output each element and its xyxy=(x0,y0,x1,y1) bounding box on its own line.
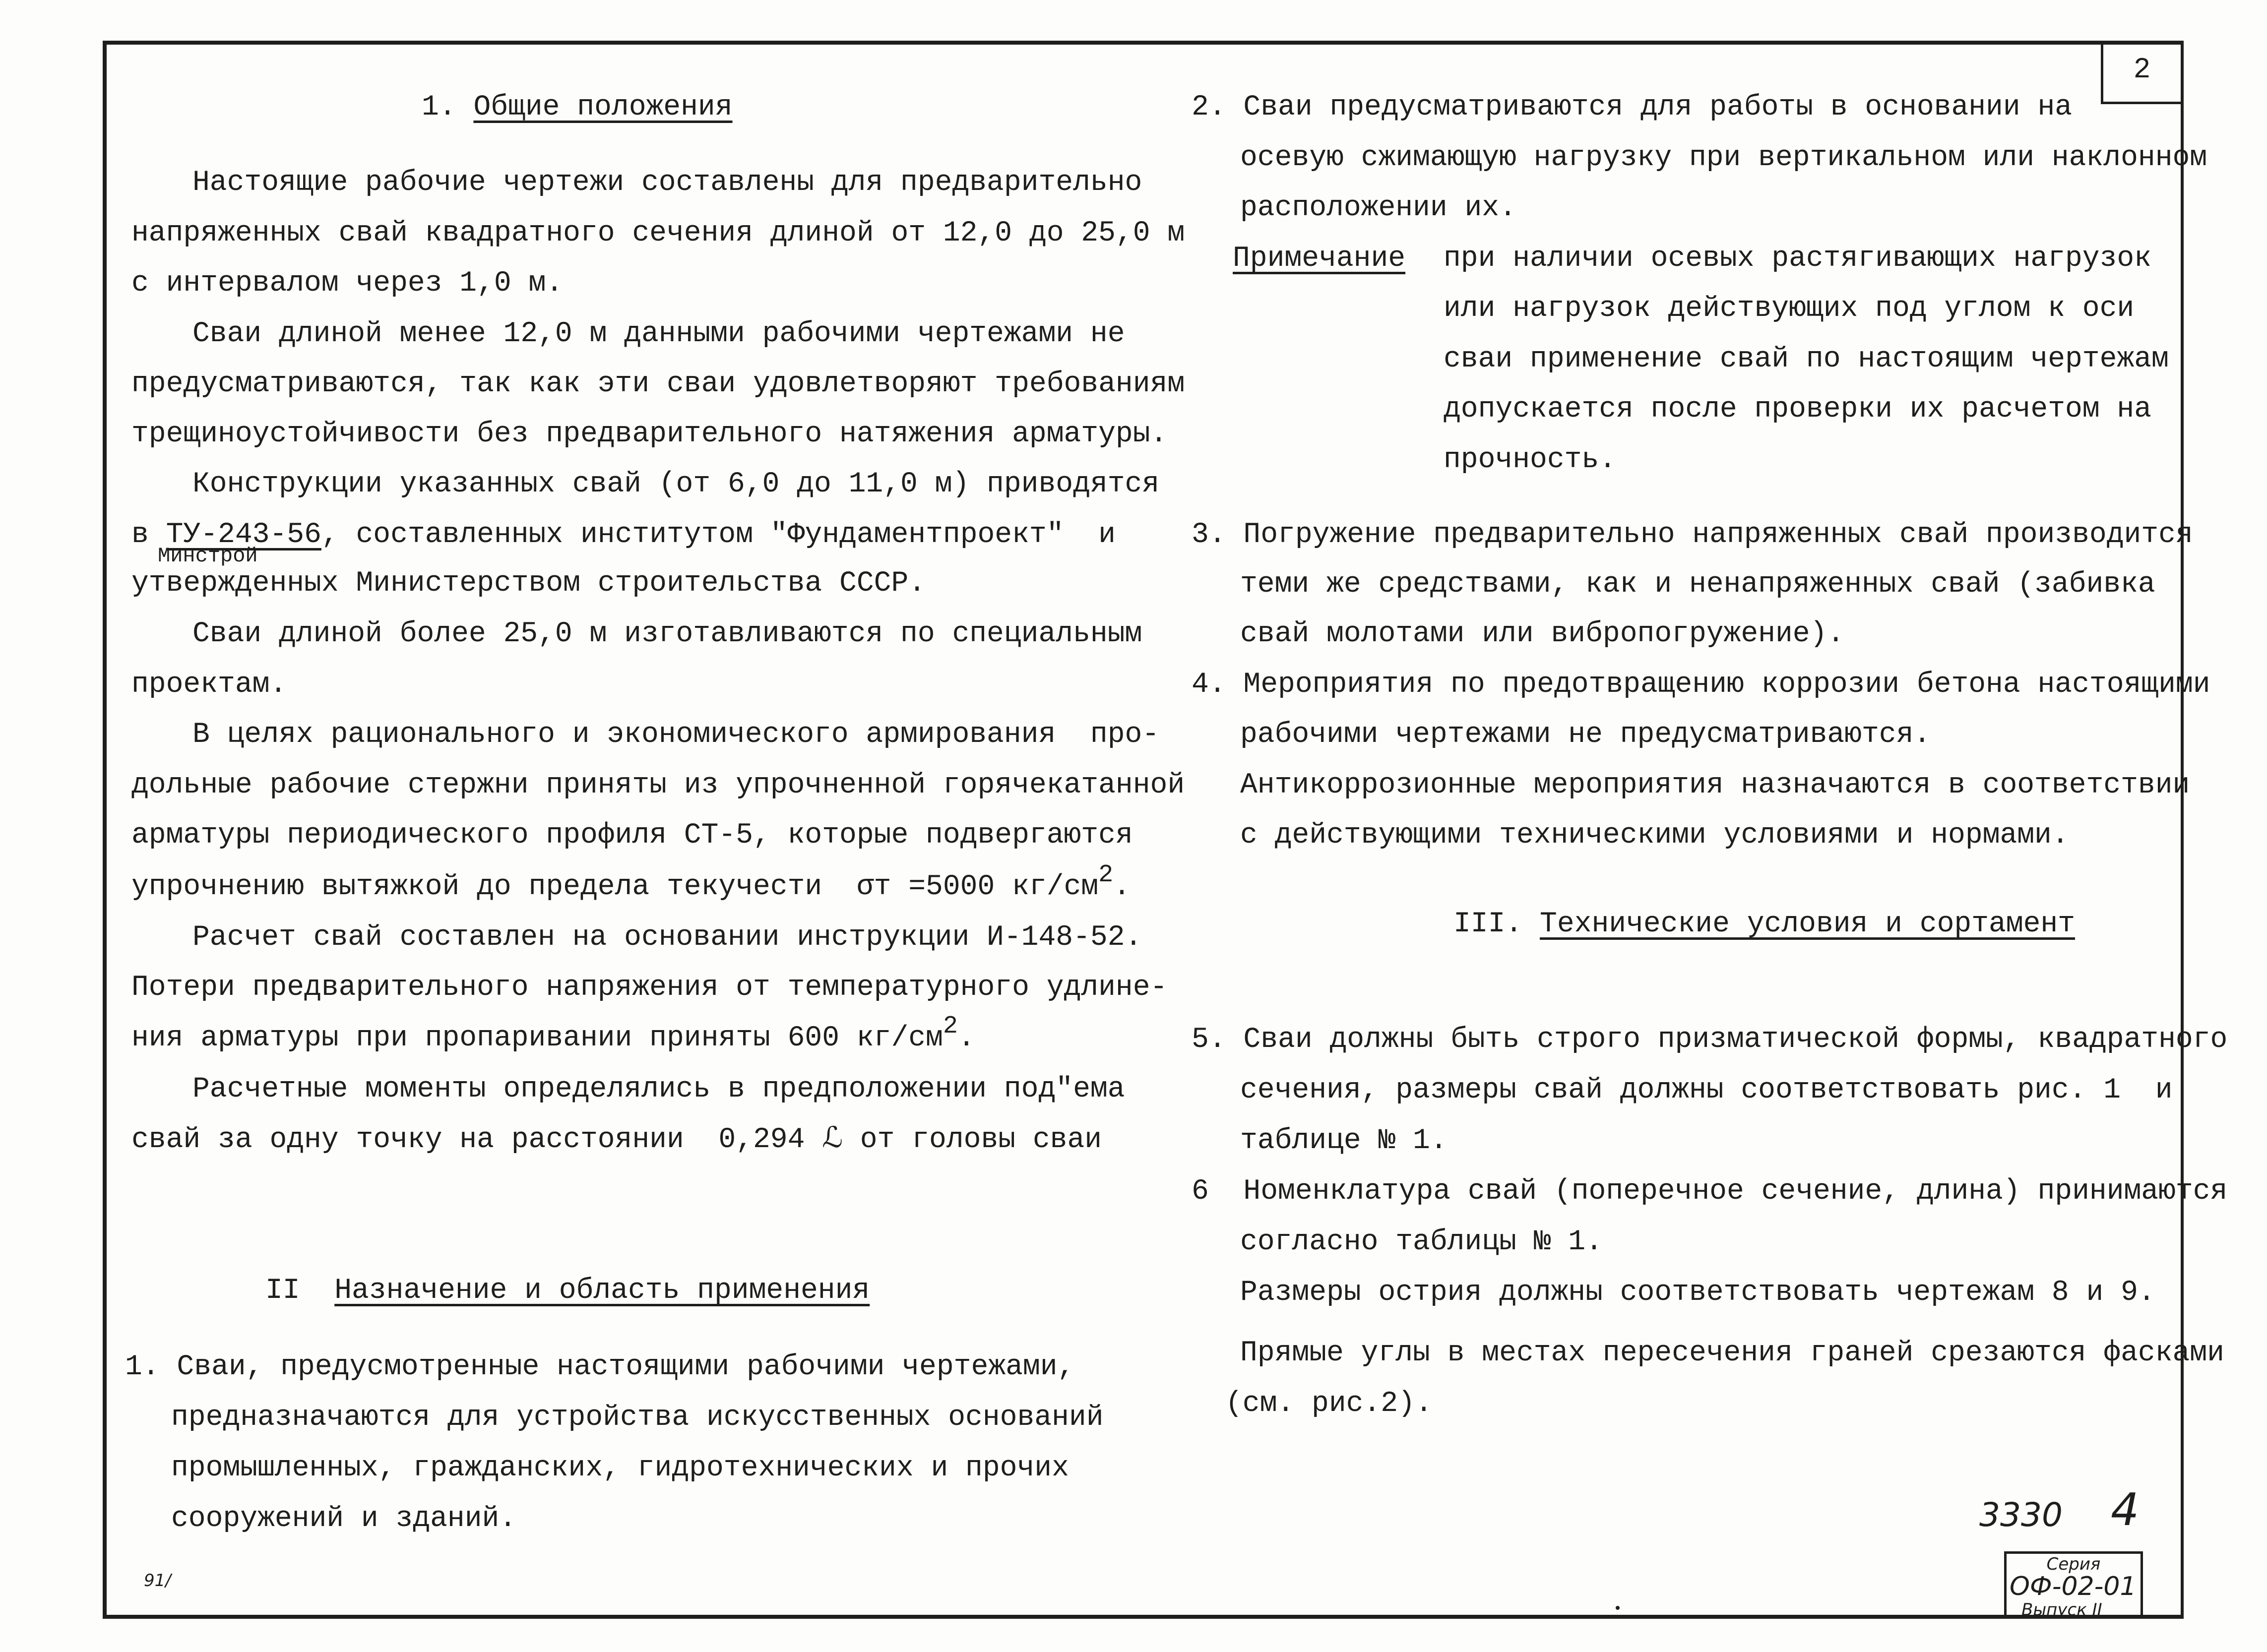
section2-heading xyxy=(265,1277,870,1305)
left-line-11: дольные рабочие стержни приняты из упрочненной горячекатанной xyxy=(131,769,1185,801)
section1-heading xyxy=(422,93,733,122)
left-line-10: В целях рационального и экономического армирования про- xyxy=(192,719,1160,751)
note-line-2: или нагрузок действующих под углом к оси xyxy=(1444,293,2135,325)
note-line-1: при наличии осевых растягивающих нагрузок xyxy=(1444,243,2152,275)
loss-exponent: 2 xyxy=(943,1012,958,1040)
stamp-issue: Выпуск II xyxy=(2021,1600,2102,1620)
loss-line xyxy=(131,1012,975,1054)
series-stamp xyxy=(2004,1551,2143,1619)
handwritten-sheet: 4 xyxy=(2111,1484,2140,1536)
section3-title: Технические условия и сортамент xyxy=(1540,908,2076,940)
left-line-6: трещиноустойчивости без предварительного натяжения арматуры. xyxy=(131,418,1168,450)
section1-number: 1. xyxy=(422,91,456,123)
corners-line-1: Прямые углы в местах пересечения граней срезаются фасками xyxy=(1240,1337,2224,1369)
yield-end: . xyxy=(1113,871,1131,903)
left-line-13: Расчет свай составлен на основании инструкции И-148-52. xyxy=(192,921,1142,954)
item1-line-1: 1. Сваи, предусмотренные настоящими рабочими чертежами, xyxy=(125,1351,1075,1383)
item3-line-1: 3. Погружение предварительно напряженных свай производится xyxy=(1192,519,2193,551)
loss-end: . xyxy=(957,1022,975,1054)
left-line-12: арматуры периодического профиля СТ-5, которые подвергаются xyxy=(131,819,1133,852)
item1-line-4: сооружений и зданий. xyxy=(171,1503,517,1535)
tu-prefix: в xyxy=(131,519,166,551)
corner-mark: 91/ xyxy=(144,1571,171,1591)
item3-line-3: свай молотами или вибропогружение). xyxy=(1240,618,1845,650)
stamp-series-code: ОФ-02-01 xyxy=(2010,1572,2137,1601)
left-line-9: проектам. xyxy=(131,669,287,701)
item3-line-2: теми же средствами, как и ненапряженных свай (забивка xyxy=(1240,568,2155,601)
item1-line-3: промышленных, гражданских, гидротехнических и прочих xyxy=(171,1452,1069,1484)
left-line-7: Конструкции указанных свай (от 6,0 до 11,0 м) приводятся xyxy=(192,468,1160,500)
item2-line-1: 2. Сваи предусматриваются для работы в основании на xyxy=(1192,91,2073,123)
item4-line-3: Антикоррозионные мероприятия назначаются в соответствии xyxy=(1240,769,2190,801)
item6-line-3: Размеры острия должны соответствовать чертежам 8 и 9. xyxy=(1240,1277,2155,1309)
left-line-1: Настоящие рабочие чертежи составлены для предварительно xyxy=(192,167,1142,199)
handwritten-number: 3330 xyxy=(1979,1496,2063,1534)
section3-heading xyxy=(1453,910,2075,939)
scan-dot xyxy=(1616,1606,1620,1610)
loss-text: ния арматуры при пропаривании приняты 600 кг/см xyxy=(131,1022,943,1054)
section2-title: Назначение и область применения xyxy=(334,1275,870,1307)
left-line-14: Потери предварительного напряжения от температурного удлине- xyxy=(131,972,1168,1004)
left-line-8: Сваи длиной более 25,0 м изготавливаются по специальным xyxy=(192,618,1142,650)
item2-line-3: расположении их. xyxy=(1240,192,1516,224)
tu-rest: , составленных институтом "Фундаментпроект" и xyxy=(321,519,1116,551)
item4-line-4: с действующими техническими условиями и нормами. xyxy=(1240,819,2069,852)
item4-line-2: рабочими чертежами не предусматриваются. xyxy=(1240,719,1931,751)
note-line-5: прочность. xyxy=(1444,444,1617,476)
item2-line-2: осевую сжимающую нагрузку при вертикальном или наклонном xyxy=(1240,142,2207,174)
left-line-16: свай за одну точку на расстоянии 0,294 ℒ от головы сваи xyxy=(131,1124,1102,1156)
left-line-5: предусматриваются, так как эти сваи удовлетворяют требованиям xyxy=(131,368,1185,400)
tu-overlay-note: Минстрой xyxy=(158,544,258,568)
tu-reference: ТУ-243-56 xyxy=(166,519,321,551)
item6-line-2: согласно таблицы № 1. xyxy=(1240,1226,1603,1258)
section3-number: III. xyxy=(1453,908,1523,940)
item4-line-1: 4. Мероприятия по предотвращению коррозии бетона настоящими xyxy=(1192,669,2210,701)
item5-line-2: сечения, размеры свай должны соответствовать рис. 1 и xyxy=(1240,1074,2173,1106)
note-line-4: допускается после проверки их расчетом на xyxy=(1444,393,2152,426)
approved-line: утвержденных Министерством строительства СССР. xyxy=(131,567,926,600)
section1-title: Общие положения xyxy=(473,91,733,123)
section2-number: II xyxy=(265,1275,300,1307)
note-line-3: сваи применение свай по настоящим чертежам xyxy=(1444,343,2169,375)
left-line-15: Расчетные моменты определялись в предположении под"ема xyxy=(192,1073,1125,1105)
yield-exponent: 2 xyxy=(1098,861,1114,889)
item1-line-2: предназначаются для устройства искусственных оснований xyxy=(171,1402,1104,1434)
left-line-2: напряженных свай квадратного сечения длиной от 12,0 до 25,0 м xyxy=(131,217,1185,249)
item6-line-1: 6 Номенклатура свай (поперечное сечение, длина) принимаются xyxy=(1192,1175,2228,1208)
corners-line-2: (см. рис.2). xyxy=(1225,1388,1433,1420)
item5-line-1: 5. Сваи должны быть строго призматической формы, квадратного xyxy=(1192,1024,2228,1056)
item5-line-3: таблице № 1. xyxy=(1240,1125,1448,1157)
stamp-series-label: Серия xyxy=(2046,1554,2101,1574)
left-line-4: Сваи длиной менее 12,0 м данными рабочими чертежами не xyxy=(192,318,1125,350)
page-number: 2 xyxy=(2101,41,2181,104)
left-line-3: с интервалом через 1,0 м. xyxy=(131,267,564,300)
yield-text: упрочнению вытяжкой до предела текучести σт =5000 кг/см xyxy=(131,871,1099,903)
note-label-text: Примечание xyxy=(1233,243,1406,275)
yield-line xyxy=(131,861,1131,903)
note-label xyxy=(1233,245,1405,273)
tu-line xyxy=(131,521,1116,550)
